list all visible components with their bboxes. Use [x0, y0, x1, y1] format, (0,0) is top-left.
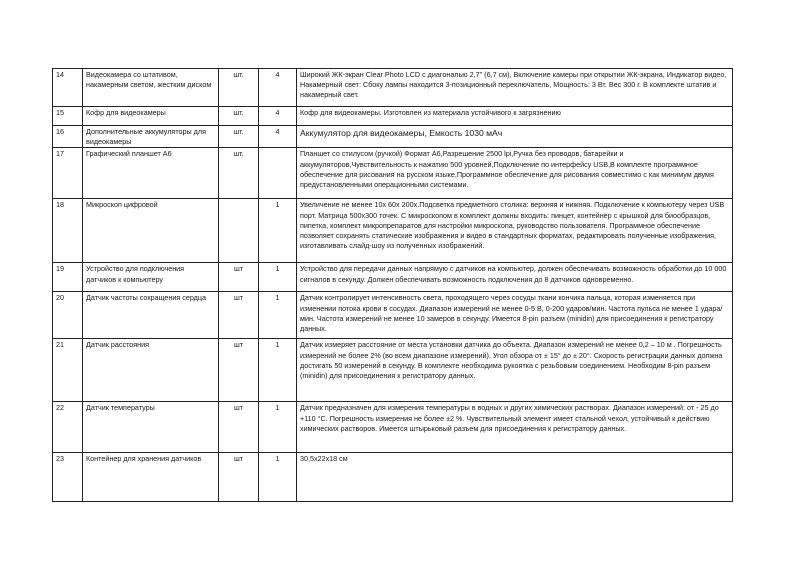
item-name: Устройство для подключения датчиков к компьютеру	[83, 263, 219, 292]
item-quantity: 1	[259, 339, 297, 402]
item-description: Датчик контролирует интенсивность света, проходящего через сосуды ткани кончика пальца, которая изменяется при изменении потока крови в сосудах. Диапазон измерений не менее 0-5 В, 0-200 ударов/мин. Частота пульса не менее 1 удара/мин. Частота измерений не менее 10 замеров в секунду. Имеется 8-pin разъем (minidin) для присоединения к регистратору данных.	[297, 292, 733, 339]
item-quantity	[259, 148, 297, 199]
item-description: Кофр для видеокамеры. Изготовлен из материала устойчивого к загрязнению	[297, 107, 733, 126]
item-name: Графический планшет А6	[83, 148, 219, 199]
row-number: 22	[53, 402, 83, 453]
table-row	[53, 263, 733, 292]
table-row	[53, 292, 733, 339]
item-name: Датчик температуры	[83, 402, 219, 453]
row-number: 19	[53, 263, 83, 292]
table-row	[53, 402, 733, 453]
item-quantity: 1	[259, 402, 297, 453]
table-row	[53, 453, 733, 502]
table-row	[53, 148, 733, 199]
item-quantity: 1	[259, 199, 297, 263]
table-row	[53, 126, 733, 148]
item-quantity: 4	[259, 107, 297, 126]
item-description: 30,5х22х18 см	[297, 453, 733, 502]
row-number: 14	[53, 69, 83, 107]
item-quantity: 4	[259, 69, 297, 107]
table-row	[53, 107, 733, 126]
row-number: 15	[53, 107, 83, 126]
item-description	[297, 199, 733, 263]
item-description: Широкий ЖК-экран Clear Photo LCD с диагональю 2,7" (6,7 см), Включение камеры при открытии ЖК-экрана, Индикатор видео, Накамерный свет: Сбоку лампы находится 3-позиционный переключатель, Мощность: 3 Вт. Вес 300 г. В комплекте штатив и накамерный свет.	[297, 69, 733, 107]
table-row	[53, 339, 733, 402]
item-quantity: 4	[259, 126, 297, 148]
equipment-spec-table	[52, 68, 733, 502]
item-name: Видеокамера со штативом, накамерным светом, жестким диском	[83, 69, 219, 107]
item-description-text: Увеличение не менее 10х 60х 200х.Подсветка предметного столика: верхняя и нижняя. Подключение к компьютеру через USB порт. Матрица 500х300 точек. С микроскопом в комплект должны входить: пинцет, контейнер с крышкой для биообразцов, пипетка, комплект микропрепаратов для настройки микроскопа, руководство пользователя. Программное обеспечение позволяет сохранять статические изображения и видео в стандартных форматах, редактировать полученные изображения, изготавливать слайд-шоу из полученных изображений.	[300, 200, 725, 251]
item-name: Дополнительные аккумуляторы для видеокамеры	[83, 126, 219, 148]
item-description-text: Аккумулятор для видеокамеры, Емкость 1030 мАч	[300, 128, 503, 138]
row-number: 21	[53, 339, 83, 402]
item-quantity: 1	[259, 263, 297, 292]
item-description: Планшет со стилусом (ручкой) Формат А6,Разрешение 2500 lpi,Ручка без проводов, батарейки и аккумуляторов,Чувствительность к нажатию 500 уровней,Подключение по интерфейсу USB,В комплекте программное обеспечение для рисования на русском языке,Программное обеспечение для рисования совместимо с как минимум двумя предустановленными операционными системами.	[297, 148, 733, 199]
item-quantity: 1	[259, 292, 297, 339]
table-row	[53, 199, 733, 263]
item-unit: шт.	[219, 69, 259, 107]
item-unit: шт	[219, 292, 259, 339]
item-name: Микроскоп цифровой	[83, 199, 219, 263]
table-row	[53, 69, 733, 107]
item-unit	[219, 199, 259, 263]
item-description-text: Устройство для передачи данных напрямую с датчиков на компьютер, должен обеспечивать возможность обработки до 10 000 сигналов в секунду. Должен обеспечивать возможность подключения до 8 датчиков одновременно.	[300, 264, 727, 284]
item-unit: шт.	[219, 148, 259, 199]
item-unit: шт.	[219, 107, 259, 126]
row-number: 16	[53, 126, 83, 148]
item-name: Датчик частоты сокращения сердца	[83, 292, 219, 339]
item-name: Кофр для видеокамеры	[83, 107, 219, 126]
item-unit: шт	[219, 402, 259, 453]
row-number: 17	[53, 148, 83, 199]
row-number: 18	[53, 199, 83, 263]
item-name: Контейнер для хранения датчиков	[83, 453, 219, 502]
row-number: 20	[53, 292, 83, 339]
item-unit: шт.	[219, 126, 259, 148]
item-description: Датчик измеряет расстояние от места установки датчика до объекта. Диапазон измерений не менее 0,2 – 10 м . Погрешность измерений не более 2% (во всем диапазоне измерений). Угол обзора от ± 15° до ± 20°. Скорость регистрации данных должна достигать 50 измерений в секунду. В комплекте необходима рукоятка с резьбовым соединением. Необходим 8-pin разъем (minidin) для присоединения к регистратору данных.	[297, 339, 733, 402]
item-quantity: 1	[259, 453, 297, 502]
item-description	[297, 126, 733, 148]
row-number: 23	[53, 453, 83, 502]
item-name: Датчик расстояния	[83, 339, 219, 402]
item-description: Датчик предназначен для измерения температуры в водных и других химических растворах. Диапазон измерений: от - 25 до +110 °С. Погрешность измерения не более ±2 %. Чувствительный элемент имеет стальной чехол, устойчивый к действию химических растворов. Имеется штырьковый разъем для присоединения к регистратору данных.	[297, 402, 733, 453]
item-unit: шт	[219, 263, 259, 292]
item-description	[297, 263, 733, 292]
item-unit: шт	[219, 453, 259, 502]
item-unit: шт	[219, 339, 259, 402]
